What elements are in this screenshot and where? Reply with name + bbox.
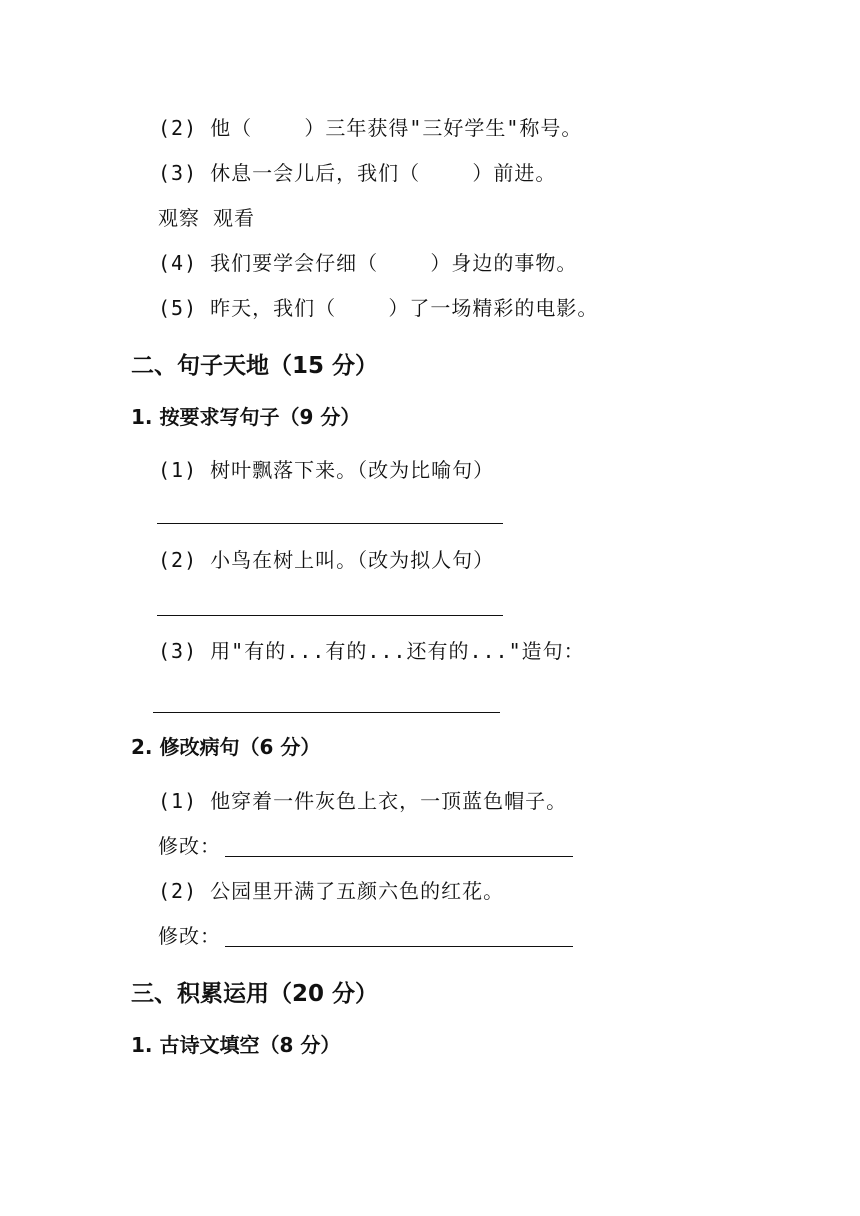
answer-line[interactable] (157, 615, 503, 616)
fix-label: 修改： (158, 924, 221, 948)
item-2: (2) 他（ ）三年获得"三好学生"称号。 (158, 116, 583, 140)
item-5: (5) 昨天，我们（ ）了一场精彩的电影。 (158, 296, 599, 320)
section3-q1-title: 1. 古诗文填空（8 分） (131, 1033, 341, 1057)
fix-answer-line[interactable] (225, 856, 573, 857)
fix-answer-line[interactable] (225, 946, 573, 947)
answer-line[interactable] (153, 712, 500, 713)
section2-q1-item-1: (1) 树叶飘落下来。（改为比喻句） (158, 458, 495, 482)
section3-title: 三、积累运用（20 分） (131, 981, 379, 1007)
fix-label: 修改： (158, 834, 221, 858)
section2-q2-title: 2. 修改病句（6 分） (131, 735, 321, 759)
section2-q1-item-2: (2) 小鸟在树上叫。（改为拟人句） (158, 548, 495, 572)
section2-q1-item-3: (3) 用"有的...有的...还有的..."造句： (158, 639, 585, 663)
item-3: (3) 休息一会儿后，我们（ ）前进。 (158, 161, 557, 185)
item-4: (4) 我们要学会仔细（ ）身边的事物。 (158, 251, 578, 275)
section2-q2-item-1: (1) 他穿着一件灰色上衣，一顶蓝色帽子。 (158, 789, 568, 813)
answer-line[interactable] (157, 523, 503, 524)
section2-q1-title: 1. 按要求写句子（9 分） (131, 405, 361, 429)
section2-q2-item-2: (2) 公园里开满了五颜六色的红花。 (158, 879, 505, 903)
word-group: 观察 观看 (158, 206, 256, 230)
section2-title: 二、句子天地（15 分） (131, 353, 379, 379)
